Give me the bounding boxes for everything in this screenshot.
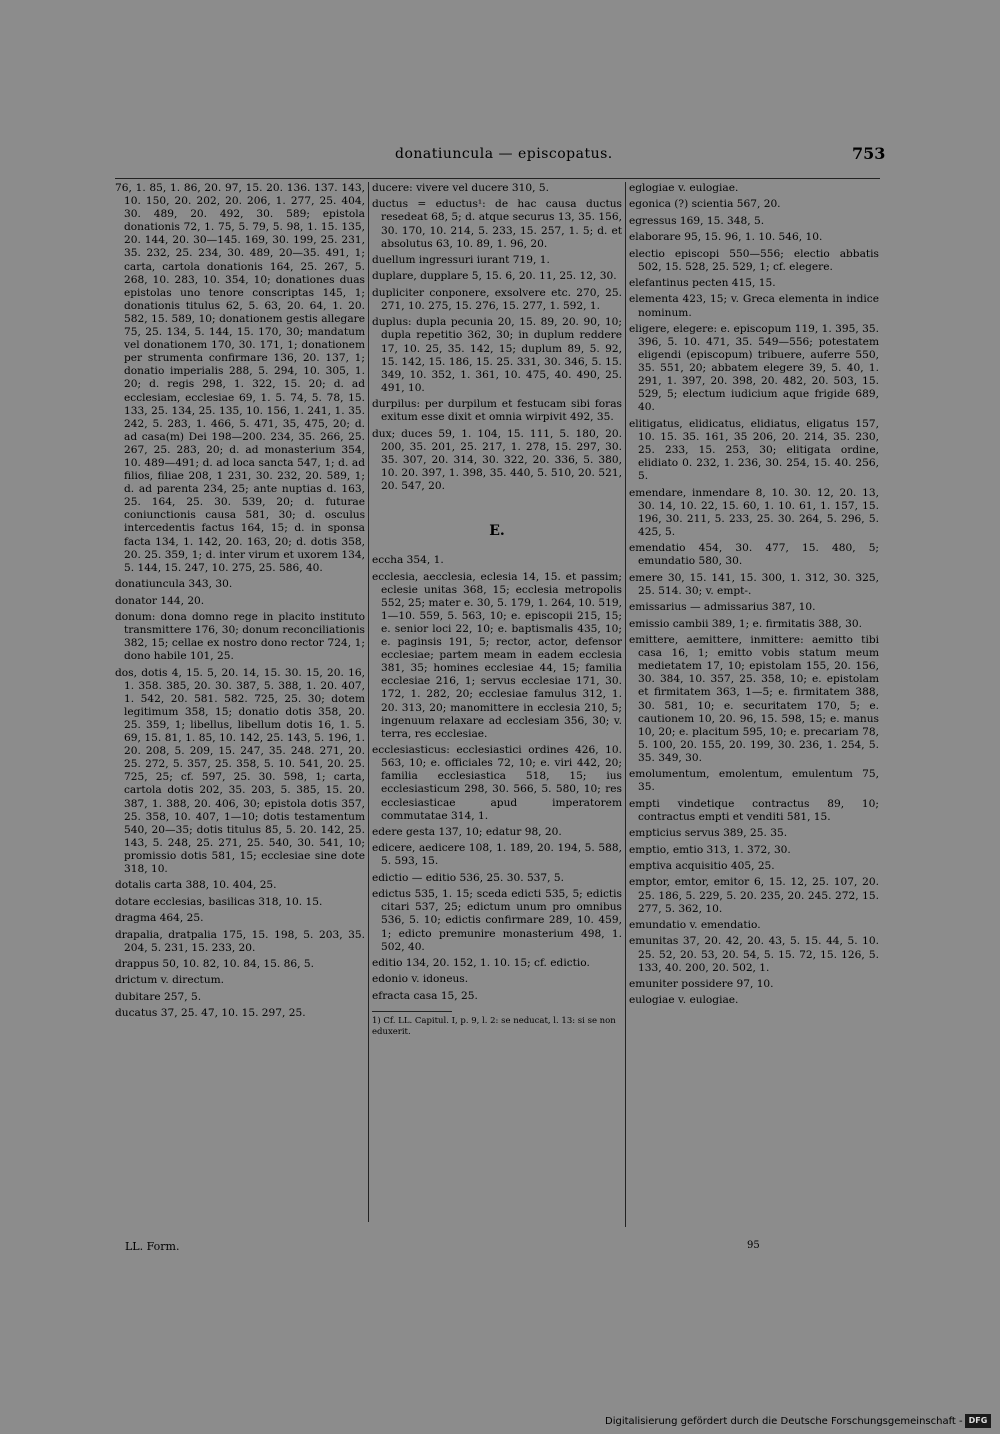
list-item: edictio — editio 536, 25. 30. 537, 5. bbox=[372, 871, 565, 884]
list-item: elitigatus, elidicatus, elidiatus, eligatus 157, 10. 15. 35. 161, 35 206, 20. 214, 35. 230, 25. 233, 15. 253, 30; elitigata ordine, elidiato 0. 232, 1. 236, 30. 254, 15. 40. 256, 5. bbox=[629, 417, 879, 483]
list-item: emunitas 37, 20. 42, 20. 43, 5. 15. 44, 5. 10. 25. 52, 20. 53, 20. 54, 5. 15. 72, 15. 126, 5. 133, 40. 200, 20. 502, 1. bbox=[629, 935, 879, 974]
column-divider-1 bbox=[368, 182, 369, 1222]
list-item: edicere, aedicere 108, 1. 189, 20. 194, 5. 588, 5. 593, 15. bbox=[372, 842, 622, 868]
list-item: emere 30, 15. 141, 15. 300, 1. 312, 30. 325, 25. 514. 30; v. empt-. bbox=[629, 571, 879, 597]
list-item: efracta casa 15, 25. bbox=[372, 989, 478, 1002]
list-item: donatiuncula 343, 30. bbox=[115, 578, 233, 591]
list-item: dux; duces 59, 1. 104, 15. 111, 5. 180, 20. 200, 35. 201, 25. 217, 1. 278, 15. 297, 30. 35. 307, 20. 314, 30. 322, 20. 336, 5. 380, 10. 20. 397, 1. 398, 35. 440, 5. 510, 20. 521, 20. 547, 20. bbox=[372, 427, 622, 493]
list-item: edere gesta 137, 10; edatur 98, 20. bbox=[372, 826, 562, 838]
list-item: elementa 423, 15; v. Greca elementa in indice nominum. bbox=[629, 293, 879, 319]
list-item: dragma 464, 25. bbox=[115, 912, 204, 925]
list-item: egressus 169, 15. 348, 5. bbox=[629, 214, 765, 227]
list-item: drappus 50, 10. 82, 10. 84, 15. 86, 5. bbox=[115, 958, 314, 971]
letter-heading: E. bbox=[489, 523, 505, 540]
list-item: empti vindetique contractus 89, 10; contractus empti et venditi 581, 15. bbox=[629, 797, 879, 823]
digitization-credit: Digitalisierung gefördert durch die Deutsche Forschungsgemeinschaft - bbox=[605, 1416, 963, 1427]
list-item: emittere, aemittere, inmittere: aemitto tibi casa 16, 1; emitto vobis statum meum medietatem 17, 10; epistolam 155, 20. 156, 30. 384, 10. 357, 25. 358, 10; e. epistolam et firmitatem 363, 1—5; e. firmitatem 388, 30. 581, 10; e. securitatem 170, 5; e. cautionem 10, 20. 96, 15. 598, 15; e. manus 10, 20; e. placitum 595, 10; e. precariam 78, 5. 100, 20. 155, 20. 199, 30. 236, 1. 254, 5. 35. 349, 30. bbox=[629, 634, 879, 764]
list-item: emptiva acquisitio 405, 25. bbox=[629, 860, 775, 873]
footnote-rule bbox=[372, 1011, 452, 1012]
list-item: emolumentum, emolentum, emulentum 75, 35. bbox=[629, 768, 879, 794]
list-item: emissio cambii 389, 1; e. firmitatis 388, 30. bbox=[629, 617, 862, 630]
list-item: 76, 1. 85, 1. 86, 20. 97, 15. 20. 136. 137. 143, 10. 150, 20. 202, 20. 206, 1. 277, 25. 404, 30. 489, 20. 492, 30. 589; epistola donationis 72, 1. 75, 5. 79, 5. 98, 1. 15. 135, 20. 144, 20. 30—145. 169, 30. 199, 25. 231, 35. 232, 25. 234, 30. 489, 20—35. 491, 1; carta, cartola donationis 164, 25. 267, 5. 268, 10. 283, 10. 354, 10; donationes duas epistolas uno tenore conscriptas 145, 1; donationis titulus 62, 5. 63, 20. 64, 1. 20. 582, 15. 589, 10; donationem gestis allegare 75, 25. 134, 5. 144, 15. 170, 30; mandatum vel donationem 170, 30. 171, 1; donationem per strumenta confirmare 136, 20. 137, 1; donatio imperialis 288, 5. 294, 10. 305, 1. 20; d. regis 298, 1. 322, 15. 20; d. ad ecclesiam, ecclesiae 69, 1. 5. 74, 5. 78, 15. 133, 25. 134, 25. 135, 10. 156, 1. 241, 1. 35. 242, 5. 283, 1. 466, 5. 471, 35, 475, 20; d. ad casa(m) Dei 198—200. 234, 35. 266, 25. 267, 25. 283, 20; d. ad monasterium 354, 10. 489—491; d. ad loca sancta 547, 1; d. ad filios, filiae 208, 1 231, 30. 232, 20. 589, 1; d. ad parenta 234, 25; ante nuptias d. 163, 25. 164, 25. 30. 539, 20; d. futurae coniunctionis causa 581, 30; d. osculus intercedentis factus 164, 15; d. in sponsa facta 134, 1. 142, 20. 163, 20; d. dotis 358, 20. 25. 359, 1; d. inter virum et uxorem 134, 5. 144, 15. 247, 10. 275, 25. 586, 40. bbox=[115, 182, 365, 574]
list-item: duplus: dupla pecunia 20, 15. 89, 20. 90, 10; dupla repetitio 362, 30; in duplum reddere 17, 10. 25, 35. 142, 15; duplum 89, 5. 92, 15. 142, 15. 186, 15. 25. 331, 30. 346, 5. 15. 349, 10. 352, 1. 361, 10. 475, 40. 490, 25. 491, 10. bbox=[372, 316, 622, 394]
list-item: emissarius — admissarius 387, 10. bbox=[629, 601, 816, 614]
signature-mark: 95 bbox=[747, 1240, 760, 1251]
list-item: donum: dona domno rege in placito instituto transmittere 176, 30; donum reconciliationis 382, 15; cellae ex nostro dono rector 724, 1; dono habile 101, 25. bbox=[115, 610, 365, 663]
list-item: empticius servus 389, 25. 35. bbox=[629, 827, 788, 840]
column-2 bbox=[372, 182, 622, 1038]
list-item: drapalia, dratpalia 175, 15. 198, 5. 203, 35. 204, 5. 231, 15. 233, 20. bbox=[115, 928, 365, 954]
list-item: emptio, emtio 313, 1. 372, 30. bbox=[629, 843, 791, 856]
list-item: editio 134, 20. 152, 1. 10. 15; cf. edictio. bbox=[372, 957, 590, 970]
list-item: elefantinus pecten 415, 15. bbox=[629, 277, 776, 290]
list-item: ducere: vivere vel ducere 310, 5. bbox=[372, 182, 549, 194]
list-item: eglogiae v. eulogiae. bbox=[629, 182, 739, 194]
list-item: ecclesia, aecclesia, eclesia 14, 15. et passim; eclesie unitas 368, 15; ecclesia metropolis 552, 25; mater e. 30, 5. 179, 1. 264, 10. 519, 1—10. 559, 5. 563, 10; e. episcopii 215, 15; e. senior loci 22, 10; e. baptismalis 435, 10; e. paginsis 191, 5; rector, actor, defensor ecclesiae; partem meam in eadem ecclesia 381, 35; homines ecclesiae 44, 15; familia ecclesiae 216, 1; servus ecclesiae 171, 30. 172, 1. 282, 20; ecclesiae famulus 312, 1. 20. 313, 20; manomittere in ecclesia 210, 5; ingenuum relaxare ad ecclesiam 356, 30; v. terra, res ecclesiae. bbox=[372, 570, 622, 740]
list-item: emendatio 454, 30. 477, 15. 480, 5; emundatio 580, 30. bbox=[629, 542, 879, 568]
list-item: dupliciter conponere, exsolvere etc. 270, 25. 271, 10. 275, 15. 276, 15. 277, 1. 592, 1. bbox=[372, 286, 622, 312]
list-item: eccha 354, 1. bbox=[372, 554, 444, 567]
list-item: ducatus 37, 25. 47, 10. 15. 297, 25. bbox=[115, 1007, 306, 1020]
footnote: 1) Cf. LL. Capitul. I, p. 9, l. 2: se neducat, l. 13: si se non eduxerit. bbox=[372, 1015, 616, 1037]
list-item: emendare, inmendare 8, 10. 30. 12, 20. 13, 30. 14, 10. 22, 15. 60, 1. 10. 61, 1. 157, 15. 196, 30. 211, 5. 233, 25. 30. 264, 5. 296, 5. 425, 5. bbox=[629, 486, 879, 538]
list-item: eligere, elegere: e. episcopum 119, 1. 395, 35. 396, 5. 10. 471, 35. 549—556; potestatem eligendi (episcopum) tribuere, auferre 550, 35. 551, 20; abbatem elegere 39, 5. 40, 1. 291, 1. 397, 20. 398, 20. 482, 20. 503, 15. 529, 5; electum iudicium aque frigide 689, 40. bbox=[629, 322, 879, 414]
list-item: edonio v. idoneus. bbox=[372, 973, 469, 986]
list-item: emuniter possidere 97, 10. bbox=[629, 977, 774, 990]
list-item: duellum ingressuri iurant 719, 1. bbox=[372, 254, 550, 267]
header-rule bbox=[115, 178, 880, 179]
list-item: dos, dotis 4, 15. 5, 20. 14, 15. 30. 15, 20. 16, 1. 358. 385, 20. 30. 387, 5. 388, 1. 20. 407, 1. 542, 20. 581. 582. 725, 25. 30; dotem legitimum 358, 15; donatio dotis 358, 20. 25. 359, 1; libellus, libellum dotis 16, 1. 5. 69, 15. 81, 1. 85, 10. 142, 25. 143, 5. 196, 1. 20. 208, 5. 209, 15. 247, 35. 248. 271, 20. 25. 272, 5. 357, 25. 358, 5. 10. 541, 20. 25. 725, 25; cf. 597, 25. 30. 598, 1; carta, cartola dotis 202, 35. 203, 5. 385, 15. 20. 387, 1. 388, 20. 406, 30; epistola dotis 357, 25. 358, 10. 407, 1—10; dotis testamentum 540, 20—35; dotis titulus 85, 5. 20. 142, 25. 143, 5. 248, 25. 271, 25. 540, 30. 541, 10; promissio dotis 581, 15; ecclesiae sine dote 318, 10. bbox=[115, 666, 365, 875]
dfg-logo-icon: DFG bbox=[965, 1414, 991, 1428]
list-item: dotalis carta 388, 10. 404, 25. bbox=[115, 879, 277, 892]
column-1 bbox=[115, 182, 365, 1024]
list-item: emundatio v. emendatio. bbox=[629, 919, 761, 932]
list-item: elaborare 95, 15. 96, 1. 10. 546, 10. bbox=[629, 231, 823, 244]
list-item: duplare, dupplare 5, 15. 6, 20. 11, 25. 12, 30. bbox=[372, 270, 617, 283]
list-item: drictum v. directum. bbox=[115, 974, 225, 987]
list-item: edictus 535, 1. 15; sceda edicti 535, 5; edictis citari 537, 25; edictum unum pro omnibus 536, 5. 10; edictis confirmare 289, 10. 459, 1; edicto premunire monasterium 498, 1. 502, 40. bbox=[372, 888, 622, 953]
list-item: dubitare 257, 5. bbox=[115, 990, 202, 1003]
list-item: ductus = eductus¹: de hac causa ductus resedeat 68, 5; d. atque securus 13, 35. 156, 30. 170, 10. 214, 5. 233, 15. 257, 1. 5; d. et absolutus 63, 10. 89, 1. 96, 20. bbox=[372, 198, 622, 250]
list-item: ecclesiasticus: ecclesiastici ordines 426, 10. 563, 10; e. officiales 72, 10; e. viri 442, 20; familia ecclesiastica 518, 15; ius ecclesiasticum 298, 30. 566, 5. 580, 10; res ecclesiasticae apud imperatorem commutatae 314, 1. bbox=[372, 744, 622, 822]
list-item: durpilus: per durpilum et festucam sibi foras exitum esse dixit et omnia wirpivit 492, 35. bbox=[372, 398, 622, 424]
page-number: 753 bbox=[852, 144, 886, 163]
list-item: emptor, emtor, emitor 6, 15. 12, 25. 107, 20. 25. 186, 5. 229, 5. 20. 235, 20. 245. 272, 15. 277, 5. 362, 10. bbox=[629, 876, 879, 915]
footer-left: LL. Form. bbox=[125, 1240, 180, 1253]
list-item: egonica (?) scientia 567, 20. bbox=[629, 198, 781, 211]
list-item: electio episcopi 550—556; electio abbatis 502, 15. 528, 25. 529, 1; cf. elegere. bbox=[629, 247, 879, 273]
column-divider-2 bbox=[625, 182, 626, 1227]
running-title: donatiunculа — episcopatus. bbox=[395, 146, 613, 162]
list-item: eulogiae v. eulogiae. bbox=[629, 994, 739, 1007]
list-item: donator 144, 20. bbox=[115, 594, 205, 607]
list-item: dotare ecclesias, basilicas 318, 10. 15. bbox=[115, 895, 323, 908]
column-3 bbox=[629, 182, 879, 1011]
